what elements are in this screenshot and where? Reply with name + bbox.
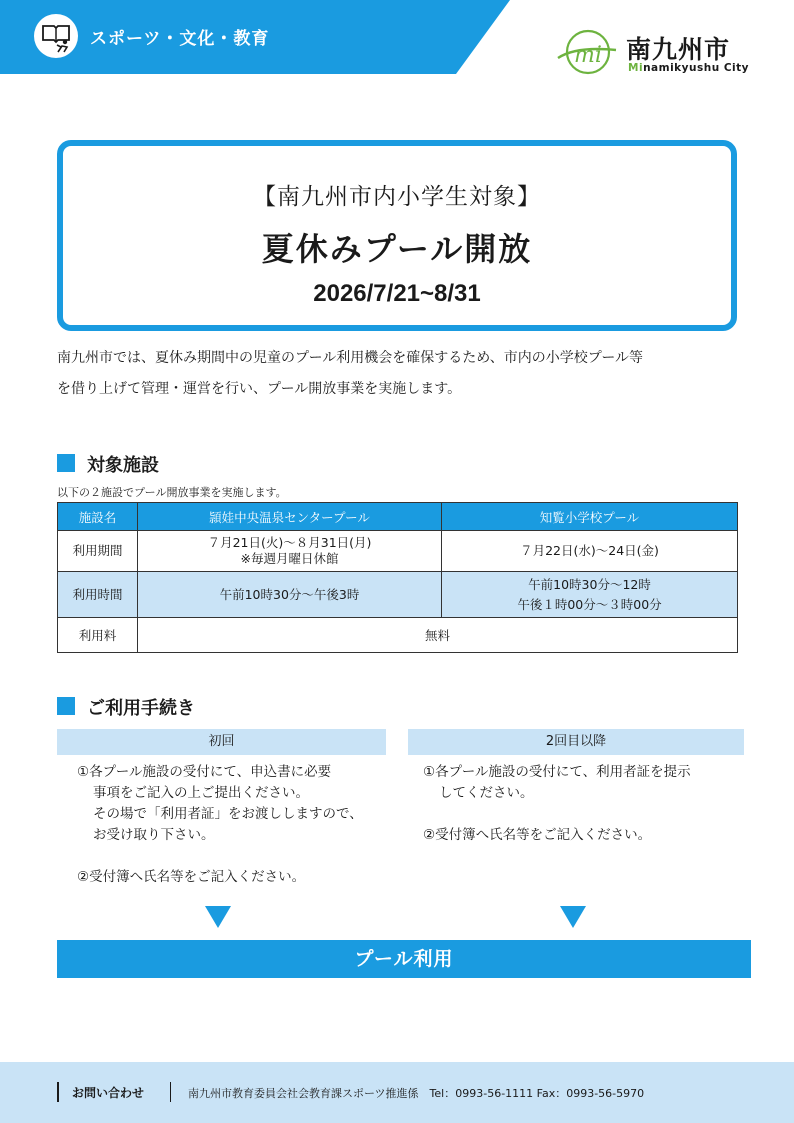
page-title: 夏休みプール開放 bbox=[261, 230, 533, 268]
cell-line: 午前10時30分～12時 bbox=[528, 576, 651, 592]
row-label: 利用期間 bbox=[58, 531, 138, 572]
step-line: お受け取り下さい。 bbox=[93, 827, 215, 843]
title-box bbox=[57, 140, 737, 331]
footer bbox=[0, 1062, 794, 1123]
table-row bbox=[58, 531, 738, 572]
cell-line: 午後１時00分～３時00分 bbox=[517, 596, 662, 612]
contact-label: お問い合わせ bbox=[72, 1086, 145, 1100]
city-name: 南九州市 bbox=[626, 35, 731, 64]
step-line: ①各プール施設の受付にて、利用者証を提示 bbox=[423, 764, 691, 780]
step-line: その場で「利用者証」をお渡ししますので、 bbox=[93, 806, 363, 822]
title-date: 2026/7/21~8/31 bbox=[313, 280, 481, 307]
first-visit-steps bbox=[77, 762, 397, 888]
book-runner-icon bbox=[34, 14, 78, 58]
down-arrow-icon bbox=[560, 906, 586, 928]
step-line: 事項をご記入の上ご提出ください。 bbox=[93, 785, 309, 801]
header-band bbox=[0, 0, 520, 74]
city-name-en-prefix: Mi bbox=[628, 62, 644, 74]
step-line: ②受付簿へ氏名等をご記入ください。 bbox=[77, 869, 306, 885]
table-header-cell: 施設名 bbox=[58, 503, 138, 531]
down-arrow-icon bbox=[205, 906, 231, 928]
step-line: ②受付簿へ氏名等をご記入ください。 bbox=[423, 827, 652, 843]
row-label: 利用時間 bbox=[58, 572, 138, 618]
table-cell: ７月22日(水)～24日(金) bbox=[442, 531, 738, 572]
step-line: してください。 bbox=[439, 785, 534, 801]
city-name-en bbox=[628, 62, 749, 74]
table-cell bbox=[138, 531, 442, 572]
logo-mark-text: mi bbox=[574, 43, 602, 68]
first-visit-label: 初回 bbox=[57, 729, 386, 755]
table-cell: 無料 bbox=[138, 618, 738, 653]
facilities-note: 以下の２施設でプール開放事業を実施します。 bbox=[57, 486, 287, 499]
city-logo bbox=[556, 28, 756, 80]
table-header-row bbox=[58, 503, 738, 531]
facilities-table bbox=[57, 502, 738, 653]
heading-square-icon bbox=[57, 697, 75, 715]
city-name-en-rest: namikyushu City bbox=[643, 62, 749, 74]
repeat-visit-label: 2回目以降 bbox=[408, 729, 744, 755]
table-cell: 午前10時30分～午後3時 bbox=[138, 572, 442, 618]
pool-use-banner: プール利用 bbox=[57, 940, 751, 978]
footer-divider bbox=[57, 1082, 59, 1102]
cell-line: ※毎週月曜日休館 bbox=[240, 551, 339, 566]
table-row bbox=[58, 618, 738, 653]
facilities-heading-text: 対象施設 bbox=[87, 455, 159, 476]
city-logo-mark-icon bbox=[556, 28, 622, 80]
category-label: スポーツ・文化・教育 bbox=[90, 29, 270, 49]
footer-divider bbox=[170, 1082, 171, 1102]
contact-info: 南九州市教育委員会社会教育課スポーツ推進係 Tel：0993-56-1111 Fax：0993-56-5970 bbox=[188, 1087, 645, 1100]
procedure-heading-text: ご利用手続き bbox=[87, 698, 195, 719]
intro-line-2: を借り上げて管理・運営を行い、プール開放事業を実施します。 bbox=[57, 381, 462, 397]
intro-line-1: 南九州市では、夏休み期間中の児童のプール利用機会を確保するため、市内の小学校プール等 bbox=[57, 350, 644, 366]
table-header-cell: 知覧小学校プール bbox=[442, 503, 738, 531]
repeat-visit-steps bbox=[423, 762, 743, 846]
heading-square-icon bbox=[57, 454, 75, 472]
intro-text bbox=[57, 343, 747, 405]
step-line: ①各プール施設の受付にて、申込書に必要 bbox=[77, 764, 332, 780]
table-header-cell: 頴娃中央温泉センタープール bbox=[138, 503, 442, 531]
title-target: 【南九州市内小学生対象】 bbox=[253, 184, 541, 210]
table-cell bbox=[442, 572, 738, 618]
table-row bbox=[58, 572, 738, 618]
row-label: 利用料 bbox=[58, 618, 138, 653]
cell-line: ７月21日(火)～８月31日(月) bbox=[207, 535, 372, 550]
